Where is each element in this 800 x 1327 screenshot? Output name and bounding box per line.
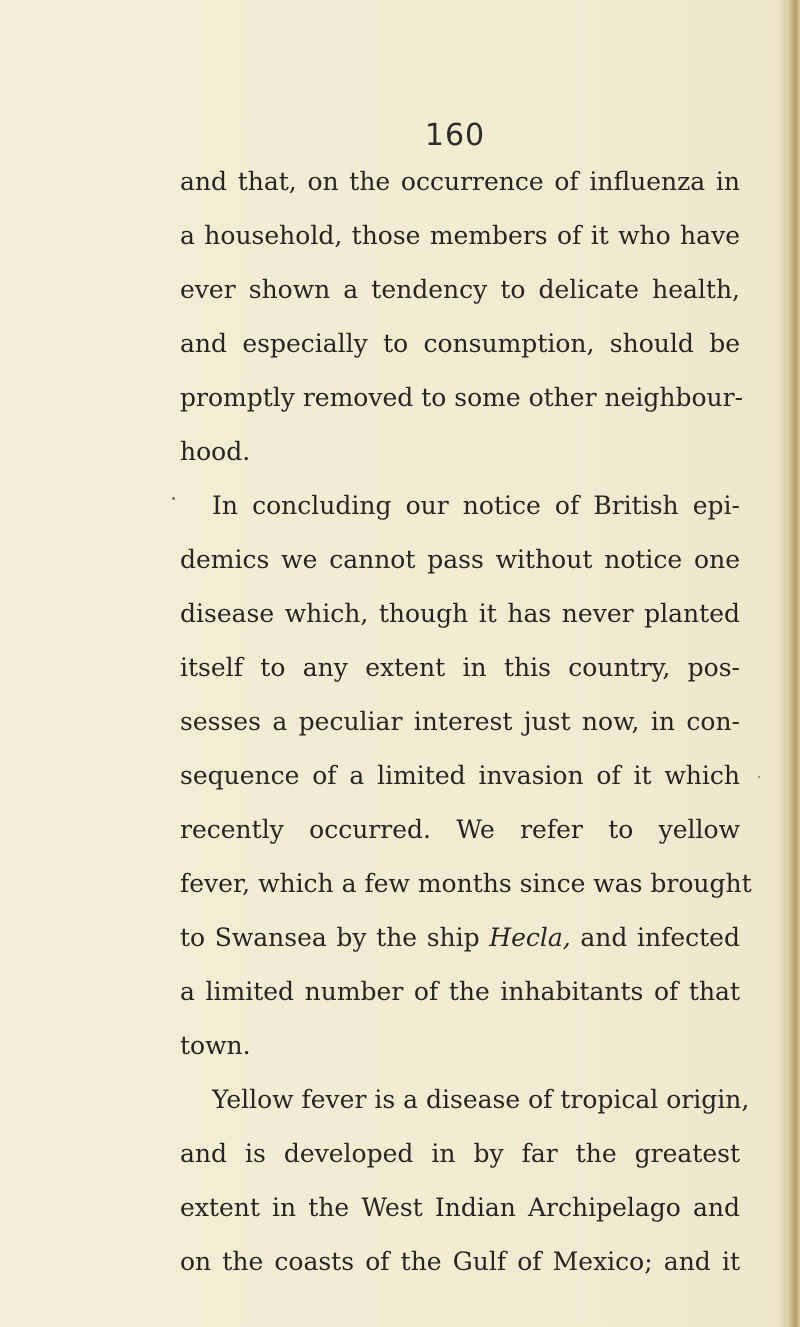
ship-name: Hecla, <box>489 923 571 952</box>
text-line-15-end: and infected <box>580 923 740 952</box>
text-line-20: extent in the West Indian Archipelago and <box>180 1193 740 1222</box>
text-line-21: on the coasts of the Gulf of Mexico; and it <box>180 1247 740 1276</box>
page-right-edge <box>786 0 800 1327</box>
text-line-1: and that, on the occurrence of influenza in <box>180 167 740 196</box>
page-number: 160 <box>424 118 486 153</box>
text-line-15 <box>180 923 740 953</box>
text-line-5: promptly removed to some other neighbour- <box>180 383 744 412</box>
text-line-10: itself to any extent in this country, pos- <box>180 653 740 682</box>
paper-speck <box>172 497 175 500</box>
text-line-4: and especially to consumption, should be <box>180 329 740 358</box>
text-line-3: ever shown a tendency to delicate health, <box>180 275 740 304</box>
text-line-11: sesses a peculiar interest just now, in con- <box>180 707 740 736</box>
text-line-12: sequence of a limited invasion of it which <box>180 761 740 790</box>
text-line-15-start: to Swansea by the ship <box>180 923 480 952</box>
text-line-19: and is developed in by far the greatest <box>180 1139 740 1168</box>
text-line-9: disease which, though it has never planted <box>180 599 740 628</box>
text-line-8: demics we cannot pass without notice one <box>180 545 740 574</box>
paper-speck <box>758 776 760 778</box>
text-line-2: a household, those members of it who have <box>180 221 740 250</box>
text-line-6: hood. <box>180 437 251 466</box>
text-line-13: recently occurred. We refer to yellow <box>180 815 740 844</box>
text-line-14: fever, which a few months since was brought <box>180 869 752 898</box>
text-line-7: In concluding our notice of British epi- <box>212 491 740 520</box>
text-line-17: town. <box>180 1031 251 1060</box>
text-line-16: a limited number of the inhabitants of that <box>180 977 740 1006</box>
text-line-18: Yellow fever is a disease of tropical origin, <box>212 1085 750 1114</box>
